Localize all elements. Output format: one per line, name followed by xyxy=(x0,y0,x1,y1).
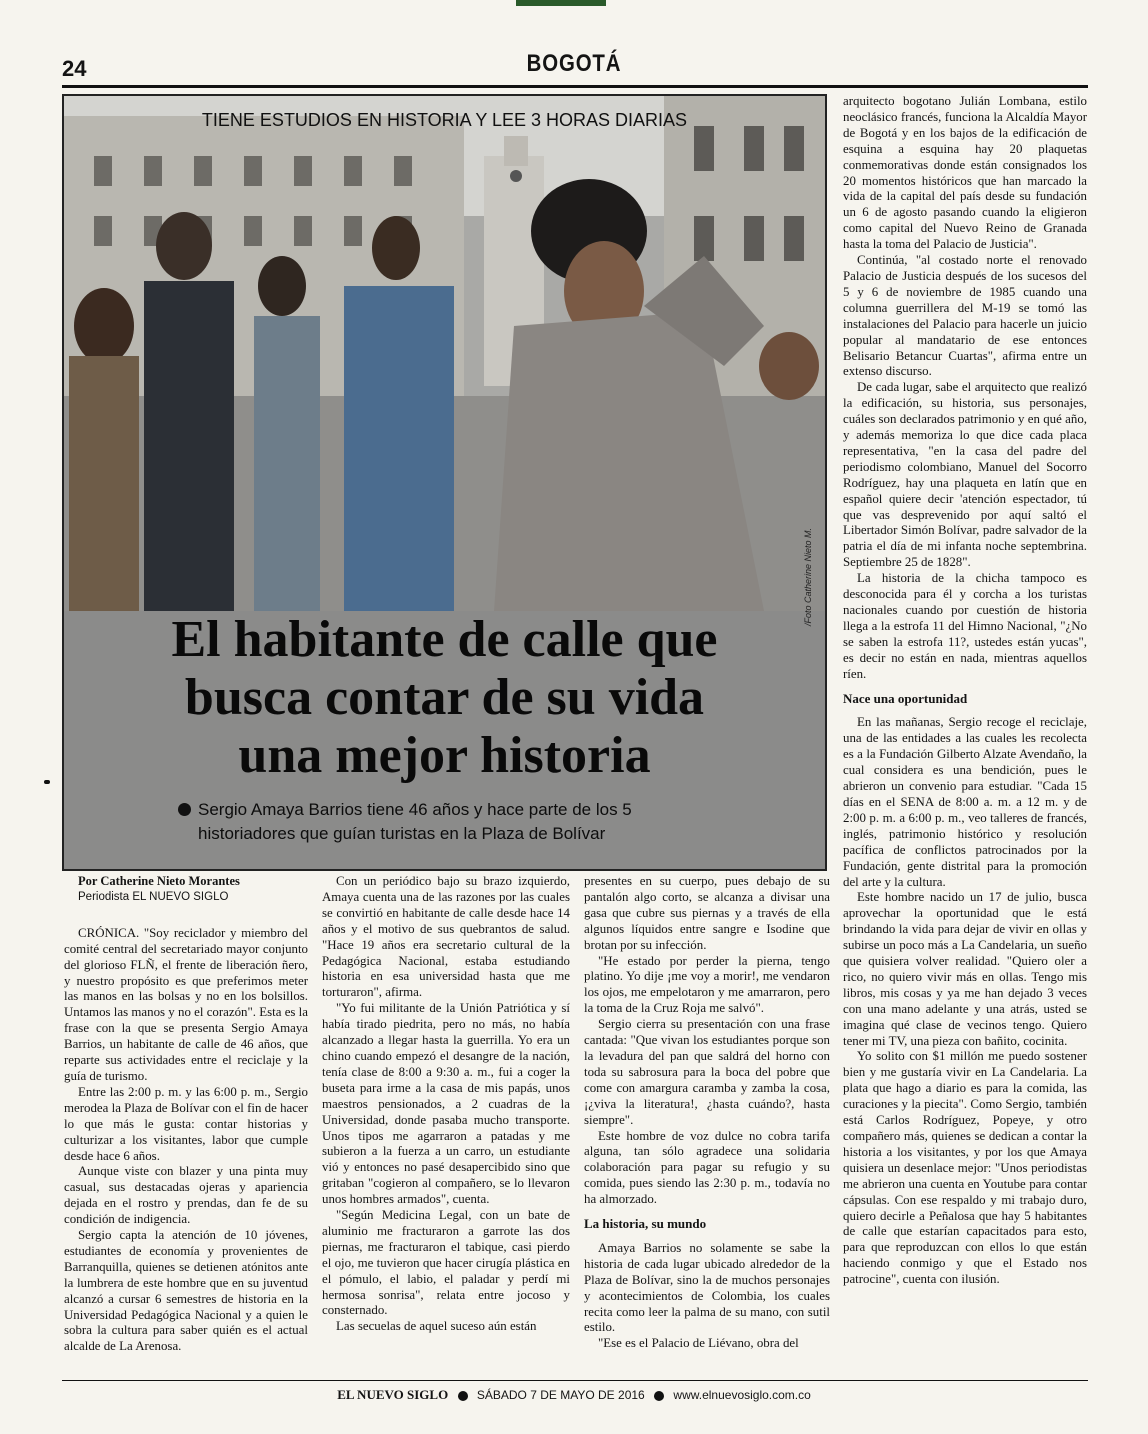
text-column-3 xyxy=(584,874,830,1352)
photo-credit: /Foto Catherine Nieto M. xyxy=(803,527,813,626)
paragraph: "He estado por perder la pierna, tengo platino. Yo dije ¡me voy a morir!, me vendaron los ojos, me empelotaron y me amarraron, pero la toma de la Cruz Roja me salvó". xyxy=(584,953,830,1016)
paragraph: Aunque viste con blazer y una pinta muy casual, sus destacadas ojeras y apariencia dejada en el rostro y prendas, dan fe de su condición de indigencia. xyxy=(64,1164,308,1227)
paragraph: La historia de la chicha tampoco es desconocida para él y corcha a los turistas nacionales cuando por cuestión de historia llega a la estrofa 11 del Himno Nacional, "¿No se saben la estrofa 11?, ustedes están yucas", es decir no están en nada, mientras aquellos ríen. xyxy=(843,571,1087,681)
text-column-1 xyxy=(64,874,308,1355)
bullet-icon xyxy=(178,803,191,816)
section-title: BOGOTÁ xyxy=(526,50,622,77)
footer-rule xyxy=(62,1380,1088,1381)
article-subhead xyxy=(198,798,798,846)
byline-role: Periodista EL NUEVO SIGLO xyxy=(78,890,229,903)
subhead-line: historiadores que guían turistas en la Plaza de Bolívar xyxy=(198,824,606,843)
paragraph: "Yo fui militante de la Unión Patriótica y sí había tirado piedrita, pero no más, no había alcanzado a llegar hasta la guerrilla. Yo era un chino cuando empezó el desangre de la nación, tenía clase de 8:00 a 9:30 a. m., fui a coger la buseta para irme a la casa de mis papás, unos maestros pensionados, a 2 cuadras de la Universidad, donde pasaba mucho transporte. Unos tipos me agarraron a patadas y me subieron a la fuerza a un carro, un estudiante vió y entonces no pasé desapercibido sino que gritaban "cogieron al compañero, se lo llevaron unos hombres armados", cuenta. xyxy=(322,1001,570,1207)
paragraph: Este hombre nacido un 17 de julio, busca aprovechar la oportunidad que le está brindando la vida para dejar de vivir en ollas y subirse un poco más a La Candelaria, un sueño que quisiera volver realidad. "Quiero oler a rico, no quiero vivir más en ollas. Tengo mis libros, mis cosas y ya me han dejado 3 veces con una mano adelante y una atrás, usted se imagina qué clase de vecinos tengo. Quiero tener mi TV, una pieza con bañito, cocinita. xyxy=(843,890,1087,1048)
bullet-icon xyxy=(654,1391,664,1401)
section-heading: La historia, su mundo xyxy=(584,1216,707,1232)
paragraph: Amaya Barrios no solamente se sabe la historia de cada lugar ubicado alrededor de la Plaza de Bolívar, sino la de muchos personajes y acontecimientos de Colombia, los cuales recita como leer la palma de su mano, con sutil estilo. xyxy=(584,1240,830,1335)
feature-box xyxy=(62,94,827,871)
paragraph: Continúa, "al costado norte el renovado Palacio de Justicia después de los sucesos del 5 y 6 de noviembre de 1985 cuando una columna guerrillera del M-19 se tomó las instalaciones del Palacio para hacerle un juicio popular al mandatario de ese entonces Belisario Betancur Cuartas", afirma entre un extenso discurso. xyxy=(843,253,1087,379)
article-headline xyxy=(64,611,825,785)
header-rule xyxy=(62,85,1088,88)
paragraph: Sergio cierra su presentación con una frase cantada: "Que vivan los estudiantes porque son la levadura del pan que saldrá del horno con toda su sabrosura para la boca del pobre que come con amargura caramba y zamba la cosa, ¡¿viva la literatura!, ¿hasta cuándo?, hasta siempre". xyxy=(584,1017,830,1127)
paragraph: presentes en su cuerpo, pues debajo de su pantalón algo corto, se alcanza a divisar una gasa que cubre sus piernas y a través de ella algunos líquidos entre sangre e Isodine que brotan por su infección. xyxy=(584,874,830,952)
subhead-line: Sergio Amaya Barrios tiene 46 años y hace parte de los 5 xyxy=(198,800,632,819)
paragraph: Con un periódico bajo su brazo izquierdo, Amaya cuenta una de las razones por las cuales se convirtió en habitante de calle desde hace 14 años y el motivo de sus quebrantos de salud. "Hace 19 años era secretario cultural de la Pedagógica Nacional, estaba estudiando historia en esa universidad hasta que me torturaron", afirma. xyxy=(322,874,570,1000)
paragraph: Este hombre de voz dulce no cobra tarifa alguna, tan sólo agradece una solidaria colaboración para pagar su refugio y su comida, pues siendo las 2:30 p. m., todavía no ha almorzado. xyxy=(584,1128,830,1207)
bullet-icon xyxy=(458,1391,468,1401)
headline-line: una mejor historia xyxy=(238,727,651,784)
section-heading: Nace una oportunidad xyxy=(843,690,968,706)
page-footer xyxy=(0,1387,1148,1403)
footer-date: SÁBADO 7 DE MAYO DE 2016 xyxy=(476,1388,645,1402)
photo-plaza-bolivar xyxy=(64,96,825,611)
paragraph: Sergio capta la atención de 10 jóvenes, estudiantes de economía y provenientes de Barranquilla, quienes se detienen atónitos ante la lumbrera de este hombre que en su juventud alcanzó a cursar 6 semestres de historia en la Universidad Pedagógica Nacional y a quien le sobra la cultura para saber quién es el actual alcalde de La Arenosa. xyxy=(64,1228,308,1354)
paragraph: Las secuelas de aquel suceso aún están xyxy=(336,1319,537,1334)
headline-line: busca contar de su vida xyxy=(184,669,705,726)
paragraph: De cada lugar, sabe el arquitecto que realizó la edificación, su historia, sus personajes, cuáles son declarados patrimonio y en qué año, y además memoriza lo que dice cada placa representativa, "en la casa del padre del periodismo colombiano, Manuel del Socorro Rodríguez, hay una plaqueta en latín que en español quiere decir 'atención espectador, tú que vas desprevenido por aquí saltó el Libertador Simón Bolívar, padre salvador de la patria el día de mi infanta noche septembrina. Septiembre 25 de 1828". xyxy=(843,380,1087,570)
page-number: 24 xyxy=(62,56,87,81)
headline-line: El habitante de calle que xyxy=(171,611,718,668)
photo-kicker: TIENE ESTUDIOS EN HISTORIA Y LEE 3 HORAS DIARIAS xyxy=(201,110,688,130)
paragraph: En las mañanas, Sergio recoge el reciclaje, una de las entidades a las cuales les recolecta es a la Fundación Gilberto Alzate Avendaño, la cual considera es una bendición, pues le abrieron un convenio para estudiar. "Cada 15 días en el SENA de 8:00 a. m. a 12 m. y de 2:00 p. m. a 6:00 p. m., veo talleres de francés, inglés, patrimonio histórico y resolución pacífica de conflictos patrocinados por la Fundación, gente distrital para la promoción del arte y la cultura. xyxy=(843,715,1087,889)
paragraph: CRÓNICA. "Soy reciclador y miembro del comité central del secretariado mayor conjunto del glorioso FLÑ, el frente de liberación ñero, y nuestro propósito es que preferimos meter las manos en las bolsas y no en los bolsillos. Untamos las manos y no el corazón". Esta es la frase con la que se presenta Sergio Amaya Barrios, un habitante de calle de 46 años, que reparte sus actividades entre el reciclaje y la guía de turismo. xyxy=(64,925,308,1083)
text-column-4 xyxy=(843,94,1087,1288)
footer-url: www.elnuevosiglo.com.co xyxy=(673,1388,811,1402)
paragraph: "Según Medicina Legal, con un bate de aluminio me fracturaron a garrote las dos piernas, me fracturaron el tabique, casi pierdo el ojo, me tuvieron que hacer cirugía plástica en el pómulo, el labio, el paladar y perdí mi hermosa sonrisa", relata entre jocoso y consternado. xyxy=(322,1208,570,1318)
top-edge-mark xyxy=(516,0,606,6)
paragraph: arquitecto bogotano Julián Lombana, estilo neoclásico francés, funciona la Alcaldía Mayor de Bogotá y en los bajos de la edificación de esquina a esquina hay 20 plaquetas conmemorativas donde están consignados los 20 momentos históricos que han marcado la vida de la capital del país desde su fundación un 6 de agosto pasando cuando la eligieron como capital del Nuevo Reino de Granada hasta la toma del Palacio de Justicia". xyxy=(843,94,1087,252)
paragraph: Entre las 2:00 p. m. y las 6:00 p. m., Sergio merodea la Plaza de Bolívar con el fin de hacer lo que más le gusta: contar historias y culturizar a los visitantes, labor que cumple desde hace 6 años. xyxy=(64,1084,308,1163)
footer-brand: EL NUEVO SIGLO xyxy=(337,1387,449,1402)
margin-mark xyxy=(44,780,50,784)
paragraph: "Ese es el Palacio de Liévano, obra del xyxy=(598,1336,799,1351)
text-column-2 xyxy=(322,874,570,1335)
paragraph: Yo solito con $1 millón me puedo sostener bien y me gustaría vivir en La Candelaria. La plata que hago a diario es para la comida, las curaciones y la piecita". Como Sergio, también está Carlos Rodríguez, Popeye, y otro compañero más, quienes se dedican a contar la historia a los visitantes, y por los que Amaya quisiera un desenlace mejor: "Unos periodistas me abrieron una cuenta en Youtube para contar cápsulas. Con ese respaldo y mi trabajo duro, quiero decirle a Peñalosa que hay 5 habitantes de calle que estarían capacitados para esto, para que reproduzcan con ellos lo que están haciendo conmigo y que el Estado nos patrocine", cuenta con ilusión. xyxy=(843,1049,1087,1287)
byline-author: Por Catherine Nieto Morantes xyxy=(78,874,240,888)
